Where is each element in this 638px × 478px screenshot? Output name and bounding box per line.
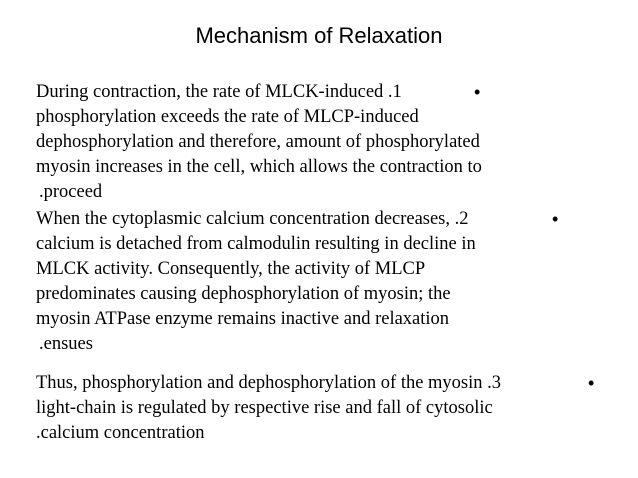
bullet-line [36, 332, 476, 357]
bullet-line [36, 105, 482, 130]
bullet-line-text: .proceed [39, 182, 103, 202]
bullet-point-icon: • [588, 373, 595, 393]
bullet-point-icon: • [474, 82, 481, 102]
bullet-1 [36, 80, 482, 205]
slide-title: Mechanism of Relaxation [195, 23, 443, 48]
bullet-line-text: predominates causing dephosphorylation of myosin; the [36, 284, 451, 304]
bullet-line [36, 371, 595, 396]
bullet-line [36, 396, 501, 421]
bullet-line-text: phosphorylation exceeds the rate of MLCP-induced [36, 107, 419, 127]
bullet-line [36, 282, 476, 307]
bullet-line [36, 207, 559, 232]
bullet-point-icon: • [552, 209, 559, 229]
bullet-line-text: Thus, phosphorylation and dephosphorylation of the myosin .3 [36, 373, 502, 393]
bullet-line [36, 80, 482, 105]
bullet-line [36, 155, 482, 180]
bullet-line [36, 257, 476, 282]
bullet-line [36, 180, 482, 205]
bullet-line [36, 307, 476, 332]
bullet-line-text: calcium is detached from calmodulin resulting in decline in [36, 234, 476, 254]
bullet-2 [36, 207, 559, 357]
bullet-3 [36, 371, 595, 446]
bullet-line-text: dephosphorylation and therefore, amount of phosphorylated [36, 132, 480, 152]
bullet-line-text: MLCK activity. Consequently, the activity of MLCP [36, 259, 426, 279]
bullet-line-text: .ensues [39, 334, 93, 354]
bullet-line-text: myosin ATPase enzyme remains inactive and relaxation [36, 309, 450, 329]
bullet-line-text: .calcium concentration [36, 423, 205, 443]
bullet-line-text: myosin increases in the cell, which allows the contraction to [36, 157, 482, 177]
bullet-line [36, 421, 501, 446]
bullet-line-text: When the cytoplasmic calcium concentration decreases, .2 [36, 209, 469, 229]
bullet-line-text: light-chain is regulated by respective rise and fall of cytosolic [36, 398, 493, 418]
bullet-line-text: During contraction, the rate of MLCK-induced .1 [36, 82, 402, 102]
bullet-line [36, 232, 476, 257]
bullet-line [36, 130, 482, 155]
